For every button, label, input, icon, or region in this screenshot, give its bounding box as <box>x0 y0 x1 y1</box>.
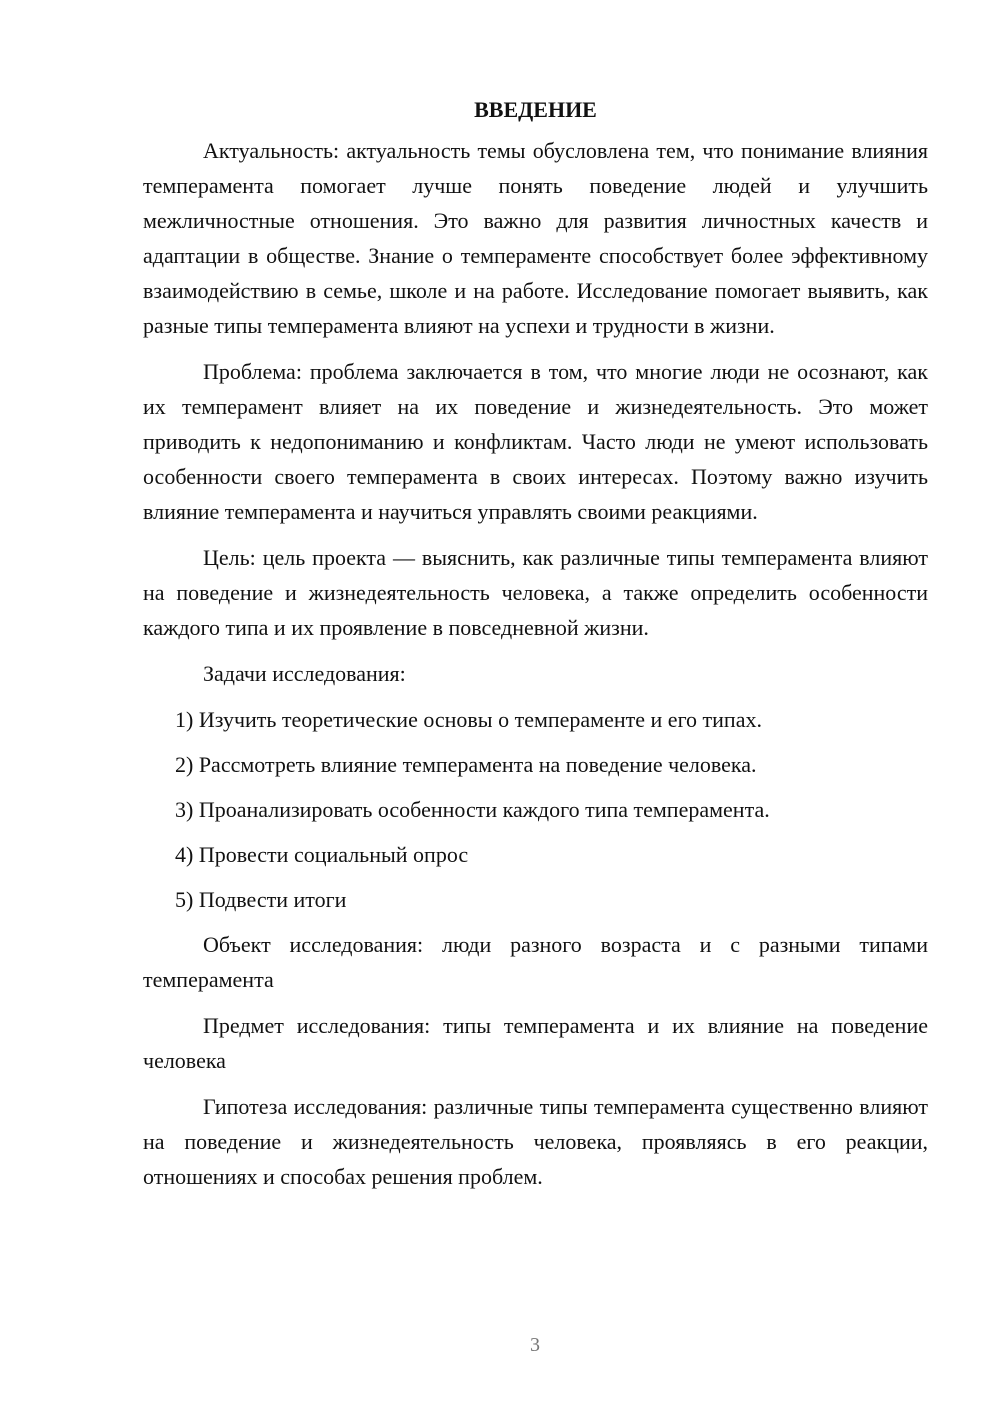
relevance-paragraph: Актуальность: актуальность темы обусловлена тем, что понимание влияния темперамента помогает лучше понять поведение людей и улучшить межличностные отношения. Это важно для развития личностных качеств и адаптации в обществе. Знание о темпераменте способствует более эффективному взаимодействию в семье, школе и на работе. Исследование помогает выявить, как разные типы темперамента влияют на успехи и трудности в жизни. <box>143 138 928 338</box>
page-content <box>143 96 928 1205</box>
task-item-4: 4) Провести социальный опрос <box>175 842 469 867</box>
page-number: 3 <box>530 1334 540 1356</box>
task-item-5: 5) Подвести итоги <box>175 887 347 912</box>
task-item-1: 1) Изучить теоретические основы о темпераменте и его типах. <box>175 707 762 732</box>
goal-paragraph: Цель: цель проекта — выяснить, как различные типы темперамента влияют на поведение и жизнедеятельность человека, а также определить особенности каждого типа и их проявление в повседневной жизни. <box>143 545 928 640</box>
task-item-2: 2) Рассмотреть влияние темперамента на поведение человека. <box>175 752 757 777</box>
task-item-3: 3) Проанализировать особенности каждого типа темперамента. <box>175 797 770 822</box>
object-paragraph: Объект исследования: люди разного возраста и с разными типами темперамента <box>143 932 928 992</box>
page-title: ВВЕДЕНИЕ <box>474 97 597 122</box>
subject-paragraph: Предмет исследования: типы темперамента и их влияние на поведение человека <box>143 1013 928 1073</box>
problem-paragraph: Проблема: проблема заключается в том, что многие люди не осознают, как их темперамент влияет на их поведение и жизнедеятельность. Это может приводить к недопониманию и конфликтам. Часто люди не умеют использовать особенности своего темперамента в своих интересах. Поэтому важно изучить влияние темперамента и научиться управлять своими реакциями. <box>143 359 928 524</box>
hypothesis-paragraph: Гипотеза исследования: различные типы темперамента существенно влияют на поведение и жизнедеятельность человека, проявляясь в его реакции, отношениях и способах решения проблем. <box>143 1094 928 1189</box>
tasks-heading: Задачи исследования: <box>203 661 406 686</box>
